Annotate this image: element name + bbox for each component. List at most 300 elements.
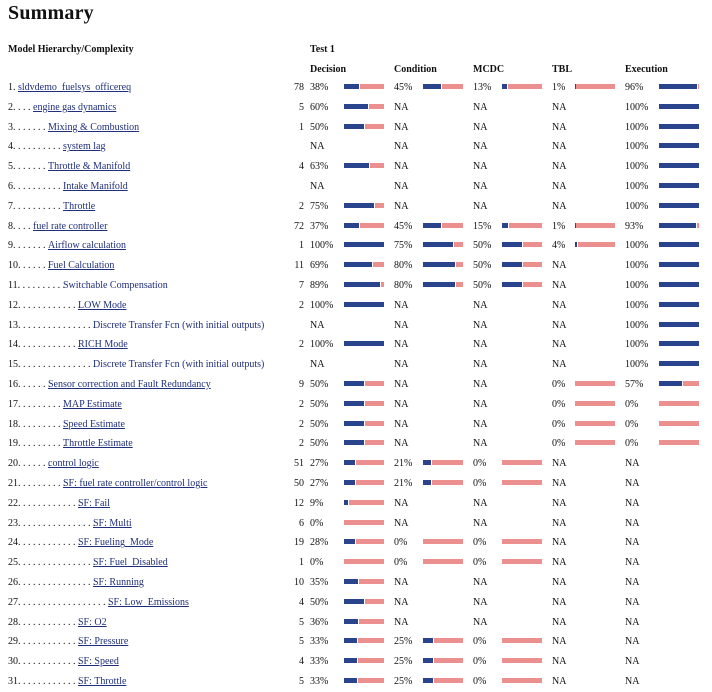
cond-coverage-fill — [423, 638, 433, 643]
exec-coverage-remainder — [659, 421, 699, 426]
tbl-coverage-remainder — [575, 401, 615, 406]
complexity-count: 1 — [299, 557, 304, 569]
dec-coverage-remainder — [358, 658, 384, 663]
table-row — [0, 296, 712, 316]
page-title: Summary — [8, 2, 94, 24]
cond-coverage-bar — [423, 262, 463, 267]
complexity-count: 2 — [299, 398, 304, 410]
complexity-count: 1 — [299, 121, 304, 133]
exec-coverage-bar — [659, 223, 699, 228]
row-index: 13. . . . . . . . . . . . . . . . — [8, 319, 96, 331]
row-name-cell — [78, 335, 128, 355]
cond-coverage-fill — [423, 460, 431, 465]
complexity-count: 50 — [294, 478, 304, 489]
dec-coverage-remainder — [356, 480, 384, 485]
mcdc-coverage-fill — [502, 242, 522, 247]
mcdc-value: NA — [473, 319, 488, 331]
tbl-coverage-bar — [575, 401, 615, 406]
subsystem-link[interactable]: Fuel Calculation — [48, 260, 115, 272]
exec-value: 100% — [625, 260, 649, 272]
subsystem-link[interactable]: SF: Fuel_Disabled — [93, 557, 168, 569]
tbl-value: 4% — [552, 240, 566, 252]
mcdc-value: NA — [473, 616, 488, 628]
table-row — [0, 256, 712, 276]
tbl-coverage-bar — [575, 84, 615, 89]
dec-coverage-fill — [344, 262, 372, 267]
row-name-cell — [63, 177, 128, 197]
row-name-cell — [63, 276, 168, 296]
exec-value: NA — [625, 596, 640, 608]
row-index: 12. . . . . . . . . . . . . — [8, 299, 81, 311]
exec-value: NA — [625, 656, 640, 668]
dec-coverage-remainder — [365, 440, 384, 445]
row-index: 24. . . . . . . . . . . . . — [8, 537, 81, 549]
dec-coverage-fill — [344, 421, 364, 426]
tbl-value: NA — [552, 339, 567, 351]
subsystem-link[interactable]: SF: Multi — [93, 517, 132, 529]
table-row — [0, 335, 712, 355]
row-name-cell — [78, 632, 128, 652]
mcdc-value: NA — [473, 101, 488, 113]
exec-value: NA — [625, 478, 640, 489]
exec-coverage-bar — [659, 381, 699, 386]
dec-coverage-bar — [344, 341, 384, 346]
cond-value: NA — [394, 438, 409, 450]
subsystem-link[interactable]: system lag — [63, 141, 106, 153]
table-row — [0, 593, 712, 613]
tbl-value: NA — [552, 517, 567, 529]
exec-value: 100% — [625, 181, 649, 192]
dec-value: 28% — [310, 537, 329, 549]
row-index: 16. . . . . . . — [8, 379, 51, 390]
cond-coverage-bar — [423, 84, 463, 89]
mcdc-value: NA — [473, 596, 488, 608]
dec-coverage-fill — [344, 638, 357, 643]
dec-value: 75% — [310, 200, 329, 212]
exec-coverage-remainder — [683, 381, 699, 386]
complexity-count: 12 — [294, 497, 304, 509]
complexity-count: 5 — [299, 636, 304, 648]
exec-coverage-fill — [659, 203, 699, 208]
row-index: 10. . . . . . . — [8, 260, 51, 272]
mcdc-value: NA — [473, 299, 488, 311]
dec-value: 35% — [310, 577, 329, 588]
row-index: 25. . . . . . . . . . . . . . . . — [8, 557, 96, 569]
dec-value: 0% — [310, 517, 324, 529]
table-row — [0, 514, 712, 534]
complexity-count: 11 — [294, 260, 304, 272]
dec-coverage-remainder — [344, 520, 384, 525]
dec-value: 36% — [310, 616, 329, 628]
exec-coverage-remainder — [659, 401, 699, 406]
cond-value: NA — [394, 339, 409, 351]
subsystem-link[interactable]: Airflow calculation — [48, 240, 127, 252]
complexity-count: 51 — [294, 458, 304, 470]
mcdc-coverage-bar — [502, 658, 542, 663]
dec-coverage-bar — [344, 678, 384, 683]
tbl-value: NA — [552, 537, 567, 549]
cond-value: 45% — [394, 220, 413, 232]
mcdc-coverage-remainder — [509, 223, 542, 228]
mcdc-coverage-remainder — [502, 480, 542, 485]
mcdc-coverage-bar — [502, 242, 542, 247]
dec-coverage-fill — [344, 539, 355, 544]
exec-coverage-remainder — [698, 84, 699, 89]
tbl-value: 0% — [552, 438, 566, 450]
dec-coverage-fill — [344, 84, 359, 89]
subsystem-link[interactable]: Throttle & Manifold — [48, 161, 131, 173]
cond-coverage-fill — [423, 678, 433, 683]
dec-coverage-bar — [344, 559, 384, 564]
dec-coverage-bar — [344, 262, 384, 267]
exec-value: NA — [625, 458, 640, 470]
dec-coverage-bar — [344, 381, 384, 386]
mcdc-value: NA — [473, 577, 488, 588]
complexity-count: 2 — [299, 438, 304, 450]
row-index: 20. . . . . . . — [8, 458, 51, 470]
dec-value: 50% — [310, 596, 329, 608]
dec-coverage-fill — [344, 282, 380, 287]
tbl-coverage-bar — [575, 242, 615, 247]
cond-coverage-remainder — [456, 262, 463, 267]
tbl-value: 1% — [552, 82, 566, 93]
mcdc-value: NA — [473, 141, 488, 153]
dec-coverage-bar — [344, 282, 384, 287]
subsystem-link[interactable]: SF: O2 — [78, 616, 107, 628]
condition-header: Condition — [394, 64, 437, 75]
tbl-value: NA — [552, 141, 567, 153]
subsystem-link[interactable]: fuel rate controller — [33, 220, 108, 232]
table-row — [0, 276, 712, 296]
exec-value: 100% — [625, 101, 649, 113]
dec-coverage-fill — [344, 619, 358, 624]
complexity-count: 9 — [299, 379, 304, 390]
mcdc-coverage-fill — [502, 262, 522, 267]
dec-coverage-bar — [344, 460, 384, 465]
dec-coverage-fill — [344, 381, 364, 386]
mcdc-coverage-fill — [502, 282, 522, 287]
dec-value: 100% — [310, 339, 334, 351]
exec-coverage-fill — [659, 223, 696, 228]
table-row — [0, 78, 712, 98]
tbl-coverage-remainder — [575, 440, 615, 445]
mcdc-coverage-bar — [502, 223, 542, 228]
dec-value: NA — [310, 359, 325, 371]
subsystem-link[interactable]: SF: Low_Emissions — [108, 596, 189, 608]
exec-coverage-bar — [659, 282, 699, 287]
cond-coverage-remainder — [434, 678, 463, 683]
dec-coverage-bar — [344, 638, 384, 643]
mcdc-value: 0% — [473, 458, 487, 470]
dec-value: 89% — [310, 280, 329, 291]
exec-coverage-fill — [659, 381, 682, 386]
row-name-cell — [63, 395, 122, 415]
subsystem-link[interactable]: Discrete Transfer Fcn (with initial outputs) — [93, 319, 265, 331]
subsystem-link[interactable]: SF: Speed — [78, 656, 119, 668]
dec-coverage-bar — [344, 124, 384, 129]
row-index: 9. . . . . . . — [8, 240, 46, 252]
table-row — [0, 157, 712, 177]
exec-coverage-bar — [659, 421, 699, 426]
cond-coverage-bar — [423, 539, 463, 544]
mcdc-coverage-bar — [502, 262, 542, 267]
cond-coverage-remainder — [432, 460, 463, 465]
mcdc-value: 13% — [473, 82, 492, 93]
cond-value: 21% — [394, 478, 413, 489]
exec-value: 100% — [625, 161, 649, 173]
subsystem-link[interactable]: SF: Running — [93, 577, 144, 588]
subsystem-link[interactable]: Throttle Estimate — [63, 438, 133, 450]
complexity-count: 10 — [294, 577, 304, 588]
subsystem-link[interactable]: engine gas dynamics — [33, 101, 117, 113]
cond-coverage-bar — [423, 282, 463, 287]
table-row — [0, 672, 712, 692]
row-index: 1. — [8, 82, 16, 93]
table-row — [0, 177, 712, 197]
row-name-cell — [63, 434, 133, 454]
table-row — [0, 197, 712, 217]
mcdc-coverage-bar — [502, 460, 542, 465]
complexity-count: 19 — [294, 537, 304, 549]
dec-coverage-remainder — [360, 223, 384, 228]
exec-value: 100% — [625, 319, 649, 331]
decision-header: Decision — [310, 64, 347, 75]
mcdc-coverage-remainder — [502, 658, 542, 663]
exec-value: NA — [625, 616, 640, 628]
cond-value: NA — [394, 181, 409, 192]
row-index: 5. . . . . . . — [8, 161, 46, 173]
exec-value: 0% — [625, 398, 639, 410]
complexity-count: 2 — [299, 418, 304, 430]
dec-coverage-remainder — [360, 84, 384, 89]
subsystem-link[interactable]: Throttle — [63, 200, 96, 212]
cond-value: 0% — [394, 557, 408, 569]
cond-value: NA — [394, 577, 409, 588]
subsystem-link[interactable]: Mixing & Combustion — [48, 121, 140, 133]
mcdc-value: NA — [473, 121, 488, 133]
dec-value: 33% — [310, 656, 329, 668]
cond-value: 75% — [394, 240, 413, 252]
dec-coverage-remainder — [356, 460, 384, 465]
exec-value: 100% — [625, 280, 649, 291]
exec-value: 0% — [625, 438, 639, 450]
row-name-cell — [48, 454, 99, 474]
mcdc-value: NA — [473, 517, 488, 529]
tbl-value: NA — [552, 319, 567, 331]
dec-coverage-bar — [344, 579, 384, 584]
complexity-count: 2 — [299, 299, 304, 311]
tbl-value: NA — [552, 260, 567, 272]
mcdc-value: 15% — [473, 220, 492, 232]
complexity-count: 78 — [294, 82, 304, 93]
dec-coverage-bar — [344, 500, 384, 505]
tbl-value: NA — [552, 181, 567, 192]
mcdc-value: 0% — [473, 636, 487, 648]
subsystem-link[interactable]: sldvdemo_fuelsys_officereq — [18, 82, 132, 93]
exec-coverage-bar — [659, 302, 699, 307]
row-index: 8. . . . — [8, 220, 31, 232]
mcdc-coverage-remainder — [502, 638, 542, 643]
mcdc-coverage-bar — [502, 539, 542, 544]
cond-coverage-bar — [423, 678, 463, 683]
dec-coverage-fill — [344, 599, 364, 604]
cond-coverage-remainder — [442, 223, 463, 228]
hierarchy-header: Model Hierarchy/Complexity — [8, 44, 134, 55]
tbl-value: NA — [552, 359, 567, 371]
mcdc-coverage-remainder — [523, 282, 542, 287]
tbl-value: NA — [552, 478, 567, 489]
exec-coverage-fill — [659, 341, 699, 346]
table-row — [0, 395, 712, 415]
dec-value: 33% — [310, 636, 329, 648]
dec-value: 38% — [310, 82, 329, 93]
mcdc-value: NA — [473, 379, 488, 390]
dec-coverage-remainder — [375, 203, 384, 208]
tbl-value: NA — [552, 497, 567, 509]
exec-coverage-fill — [659, 282, 699, 287]
dec-coverage-fill — [344, 500, 348, 505]
subsystem-link[interactable]: MAP Estimate — [63, 398, 122, 410]
exec-value: 100% — [625, 240, 649, 252]
row-index: 11. . . . . . . . . . — [8, 280, 66, 291]
subsystem-link[interactable]: Sensor correction and Fault Redundancy — [48, 379, 211, 390]
mcdc-coverage-remainder — [523, 242, 542, 247]
cond-value: NA — [394, 161, 409, 173]
subsystem-link[interactable]: Discrete Transfer Fcn (with initial outputs) — [93, 359, 265, 371]
subsystem-link[interactable]: Switchable Compensation — [63, 280, 168, 291]
subsystem-link[interactable]: Intake Manifold — [63, 181, 128, 192]
exec-coverage-bar — [659, 361, 699, 366]
cond-value: NA — [394, 101, 409, 113]
mcdc-value: 0% — [473, 537, 487, 549]
dec-coverage-fill — [344, 480, 355, 485]
exec-coverage-bar — [659, 242, 699, 247]
table-row — [0, 118, 712, 138]
table-row — [0, 652, 712, 672]
dec-coverage-remainder — [344, 559, 384, 564]
dec-value: 63% — [310, 161, 329, 173]
subsystem-link[interactable]: SF: Fueling_Mode — [78, 537, 154, 549]
complexity-count: 5 — [299, 616, 304, 628]
table-row — [0, 98, 712, 118]
exec-value: NA — [625, 557, 640, 569]
cond-coverage-fill — [423, 658, 433, 663]
dec-coverage-bar — [344, 203, 384, 208]
exec-value: 100% — [625, 359, 649, 371]
mcdc-coverage-bar — [502, 282, 542, 287]
complexity-count: 7 — [299, 280, 304, 291]
dec-coverage-remainder — [358, 678, 384, 683]
exec-coverage-fill — [659, 84, 697, 89]
dec-coverage-remainder — [365, 381, 384, 386]
table-row — [0, 533, 712, 553]
subsystem-link[interactable]: SF: Pressure — [78, 636, 129, 648]
mcdc-value: NA — [473, 398, 488, 410]
mcdc-value: 0% — [473, 676, 487, 687]
row-name-cell — [48, 256, 114, 276]
dec-coverage-fill — [344, 579, 358, 584]
tbl-value: NA — [552, 121, 567, 133]
row-name-cell — [48, 118, 139, 138]
mcdc-header: MCDC — [473, 64, 505, 75]
complexity-count: 6 — [299, 517, 304, 529]
exec-value: 100% — [625, 141, 649, 153]
mcdc-coverage-bar — [502, 559, 542, 564]
tbl-value: NA — [552, 676, 567, 687]
dec-value: 50% — [310, 398, 329, 410]
row-name-cell — [63, 137, 106, 157]
subsystem-link[interactable]: SF: Throttle — [78, 676, 127, 687]
cond-coverage-remainder — [423, 539, 463, 544]
exec-value: NA — [625, 517, 640, 529]
dec-value: NA — [310, 181, 325, 192]
tbl-coverage-remainder — [575, 421, 615, 426]
row-index: 29. . . . . . . . . . . . . — [8, 636, 81, 648]
tbl-coverage-bar — [575, 421, 615, 426]
dec-value: 27% — [310, 458, 329, 470]
mcdc-coverage-remainder — [502, 460, 542, 465]
cond-coverage-bar — [423, 638, 463, 643]
dec-coverage-remainder — [365, 599, 384, 604]
dec-coverage-bar — [344, 242, 384, 247]
cond-value: 80% — [394, 260, 413, 272]
tbl-value: NA — [552, 458, 567, 470]
mcdc-value: NA — [473, 497, 488, 509]
exec-value: 100% — [625, 299, 649, 311]
tbl-coverage-bar — [575, 381, 615, 386]
exec-value: NA — [625, 676, 640, 687]
exec-coverage-bar — [659, 163, 699, 168]
table-row — [0, 553, 712, 573]
row-name-cell — [48, 236, 126, 256]
row-index: 27. . . . . . . . . . . . . . . . . . . — [8, 596, 111, 608]
cond-coverage-fill — [423, 223, 441, 228]
cond-value: NA — [394, 359, 409, 371]
row-index: 30. . . . . . . . . . . . . — [8, 656, 81, 668]
cond-value: 21% — [394, 458, 413, 470]
mcdc-value: NA — [473, 200, 488, 212]
dec-value: 0% — [310, 557, 324, 569]
subsystem-link[interactable]: RICH Mode — [78, 339, 128, 351]
row-name-cell — [78, 296, 126, 316]
row-name-cell — [93, 355, 264, 375]
dec-coverage-remainder — [359, 619, 384, 624]
tbl-value: NA — [552, 280, 567, 291]
subsystem-link[interactable]: Speed Estimate — [63, 418, 125, 430]
cond-value: NA — [394, 299, 409, 311]
mcdc-coverage-fill — [502, 223, 508, 228]
dec-value: 100% — [310, 240, 334, 252]
exec-value: 0% — [625, 418, 639, 430]
exec-value: NA — [625, 577, 640, 588]
dec-coverage-fill — [344, 401, 364, 406]
mcdc-coverage-bar — [502, 84, 542, 89]
subsystem-link[interactable]: LOW Mode — [78, 299, 127, 311]
dec-value: 33% — [310, 676, 329, 687]
subsystem-link[interactable]: SF: Fail — [78, 497, 110, 509]
mcdc-value: NA — [473, 438, 488, 450]
exec-coverage-remainder — [697, 223, 699, 228]
cond-coverage-remainder — [423, 559, 463, 564]
exec-value: 100% — [625, 200, 649, 212]
subsystem-link[interactable]: SF: fuel rate controller/control logic — [63, 478, 208, 489]
cond-value: NA — [394, 616, 409, 628]
row-index: 23. . . . . . . . . . . . . . . . — [8, 517, 96, 529]
dec-coverage-bar — [344, 302, 384, 307]
row-name-cell — [108, 593, 189, 613]
dec-coverage-remainder — [356, 539, 384, 544]
subsystem-link[interactable]: control logic — [48, 458, 99, 470]
